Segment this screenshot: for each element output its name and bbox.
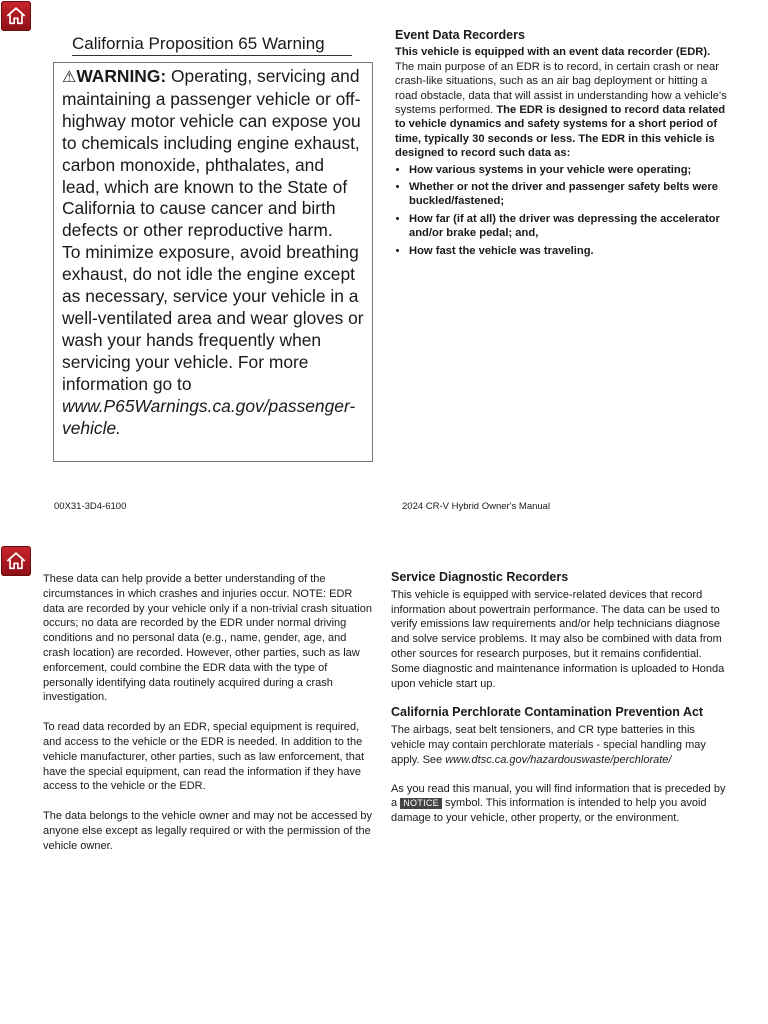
footer-part-code: 00X31-3D4-6100 [54, 501, 127, 512]
edr-intro-text: The main purpose of an EDR is to record, in certain crash or near crash-like situations, such as an air bag deployment or hitting a road obstacle, data that will assist in understanding how a vehicle's systems performed. [395, 60, 727, 117]
manual-page-2 [0, 544, 768, 1024]
edr-intro [395, 45, 727, 160]
prop65-title: California Proposition 65 Warning [72, 34, 352, 56]
edr-bullet-list [395, 163, 727, 258]
edr-section [395, 28, 727, 261]
home-button[interactable] [1, 546, 31, 576]
prop65-warning-box [53, 62, 373, 462]
perchlorate-paragraph [391, 723, 729, 767]
edr-intro-bold: This vehicle is equipped with an event data recorder (EDR). [395, 46, 711, 59]
list-item: • How various systems in your vehicle were operating; [409, 163, 727, 177]
sdr-text: This vehicle is equipped with service-related devices that record information about powertrain performance. The data can be used to verify emissions law requirements and/or help technicians diagnose and solve service problems. It may also be combined with data from other sources for research purposes, but it remains confidential. Some diagnostic and maintenance information is uploaded to Honda upon vehicle start up. [391, 588, 725, 690]
home-icon [5, 550, 27, 572]
notice-paragraph [391, 782, 729, 826]
edr-continued-section [43, 572, 373, 869]
edr-heading: Event Data Recorders [395, 28, 525, 42]
p65-link[interactable]: www.P65Warnings.ca.gov/passenger-vehicle. [62, 395, 356, 438]
home-button[interactable] [1, 1, 31, 31]
minimize-paragraph [62, 242, 365, 439]
warning-label: WARNING: [76, 66, 167, 86]
minimize-text: To minimize exposure, avoid breathing exhaust, do not idle the engine except as necessary, service your vehicle in a well-ventilated area and wear gloves or wash your hands frequently when servicing your vehicle. For more information go to [62, 242, 364, 394]
notice-text-after: symbol. This information is intended to help you avoid damage to your vehicle, other property, or the environment. [391, 797, 707, 825]
warning-text: Operating, servicing and maintaining a passenger vehicle or off-highway motor vehicle can expose you to chemicals including engine exhaust, carbon monoxide, phthalates, and lead, which are known to the State of California to cause cancer and birth defects or other reproductive harm. [62, 66, 361, 241]
perchlorate-link[interactable]: www.dtsc.ca.gov/hazardouswaste/perchlorate/ [445, 753, 672, 766]
warning-paragraph [62, 66, 365, 242]
notice-badge: NOTICE [400, 798, 442, 809]
list-item: • How far (if at all) the driver was depressing the accelerator and/or brake pedal; and, [409, 212, 727, 241]
edr-designed-bold: The EDR is designed to record data related to vehicle dynamics and safety systems for a short period of time, typically 30 seconds or less. The EDR in this vehicle is designed to record such data as: [395, 104, 726, 160]
edr-paragraph: To read data recorded by an EDR, special equipment is required, and access to the vehicle or the EDR is needed. In addition to the vehicle manufacturer, other parties, such as law enforcement, that have the special equipment, can read the information if they have access to the vehicle or the EDR. [43, 721, 364, 793]
right-column-page-2 [391, 570, 729, 840]
perchlorate-text: The airbags, seat belt tensioners, and CR type batteries in this vehicle may contain perchlorate materials - special handling may apply. See [391, 724, 706, 766]
notice-text-before: As you read this manual, you will find information that is preceded by a [391, 782, 726, 810]
list-item: • Whether or not the driver and passenger safety belts were buckled/fastened; [409, 180, 727, 209]
footer-manual-title: 2024 CR-V Hybrid Owner's Manual [402, 501, 551, 512]
perchlorate-heading: California Perchlorate Contamination Prevention Act [391, 705, 704, 720]
list-item: • How fast the vehicle was traveling. [409, 244, 727, 258]
home-icon [5, 5, 27, 27]
edr-paragraph: The data belongs to the vehicle owner and may not be accessed by anyone else except as legally required or with the permission of the vehicle owner. [43, 810, 372, 852]
warning-triangle-icon: ⚠ [62, 69, 77, 86]
edr-paragraph: These data can help provide a better understanding of the circumstances in which crashes and injuries occur. NOTE: EDR data are recorded by your vehicle only if a non-trivial crash situation occurs; no data are recorded by the EDR under normal driving conditions and no personal data (e.g., name, gender, age, and crash location) are recorded. However, other parties, such as law enforcement, could combine the EDR data with the type of personally identifying data routinely acquired during a crash investigation. [43, 573, 372, 704]
sdr-heading: Service Diagnostic Recorders [391, 570, 569, 584]
